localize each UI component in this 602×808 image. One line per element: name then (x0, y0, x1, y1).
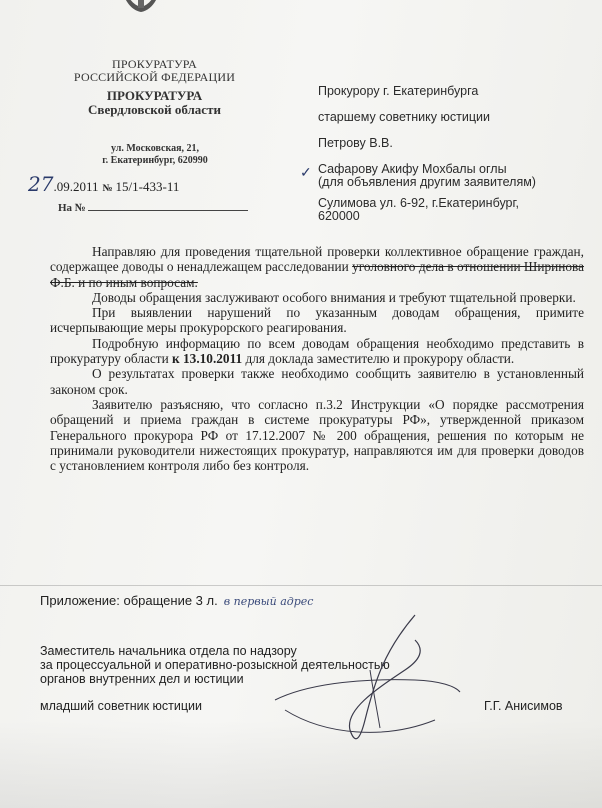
photo-shadow (0, 720, 602, 808)
reference-number (58, 201, 248, 214)
signer-line2: за процессуальной и оперативно-розыскной деятельностью (40, 658, 390, 672)
paragraph-4 (50, 336, 584, 367)
signer-line1: Заместитель начальника отдела по надзору (40, 644, 297, 658)
address-line2: г. Екатеринбург, 620990 (102, 155, 208, 166)
paragraph-1 (50, 244, 584, 290)
org-line2: РОССИЙСКОЙ ФЕДЕРАЦИИ (73, 70, 236, 84)
fold-line (0, 585, 602, 586)
paragraph-6: Заявителю разъясняю, что согласно п.3.2 Инструкции «О порядке рассмотрения обращений и приема граждан в системе прокуратуры РФ», утвержденной приказом Генерального прокурора РФ от 17.12.2007 № 200 обращения, решения по которым не принимали руководители нижестоящих прокуратур, направляются им для проверки доводов с установлением контроля либо без контроля. (50, 396, 584, 474)
dept-name (62, 89, 247, 117)
handwritten-day: 27 (28, 172, 54, 196)
outgoing-date-number (28, 172, 179, 196)
deadline-date: к 13.10.2011 (172, 351, 243, 367)
date-rest: .09.2011 (53, 179, 99, 194)
recipient-line7: 620000 (318, 209, 360, 223)
recipient-line3: Петрову В.В. (318, 136, 393, 150)
recipient-line1: Прокурору г. Екатеринбурга (318, 84, 479, 98)
recipient-line5: (для объявления другим заявителям) (318, 175, 536, 189)
dept-line2: Свердловской области (88, 102, 221, 117)
coat-of-arms-emblem (118, 0, 164, 14)
attachment-note (40, 593, 313, 608)
struck-text: уголовного дела в отношении Ширинова Ф.Б. и по иным вопросам. (50, 259, 584, 290)
check-mark-icon: ✓ (300, 166, 312, 181)
recipient-line6: Сулимова ул. 6-92, г.Екатеринбург, (318, 196, 520, 210)
attachment-label: Приложение: обращение 3 л. (40, 593, 218, 608)
org-name (62, 58, 247, 84)
na-label: На № (58, 202, 86, 214)
org-line1: ПРОКУРАТУРА (112, 57, 197, 71)
recipient-line2: старшему советнику юстиции (318, 110, 490, 124)
signer-rank: младший советник юстиции (40, 699, 202, 713)
paragraph-2: Доводы обращения заслуживают особого внимания и требуют тщательной проверки. (92, 289, 576, 305)
number-mark: № (102, 183, 113, 194)
address-line1: ул. Московская, 21, (111, 143, 199, 154)
paragraph-4-text-a: Подробную информацию по всем доводам обращения необходимо представить в прокуратуру области (50, 335, 584, 367)
dept-line1: ПРОКУРАТУРА (106, 88, 203, 103)
paragraph-5: О результатах проверки также необходимо сообщить заявителю в установленный законом срок. (50, 366, 584, 397)
paragraph-1-text: Направляю для проведения тщательной проверки коллективное обращение граждан, содержащее доводы о ненадлежащем расследовании (50, 244, 584, 275)
outgoing-number: 15/1-433-11 (115, 179, 180, 194)
signer-name: Г.Г. Анисимов (484, 699, 563, 713)
reference-blank-line (88, 201, 248, 211)
letter-body (50, 244, 584, 473)
org-address (80, 143, 230, 167)
paragraph-3: При выявлении нарушений по указанным доводам обращения, примите исчерпывающие меры прокурорского реагирования. (50, 305, 584, 336)
signer-line3: органов внутренних дел и юстиции (40, 672, 244, 686)
handwritten-note: в первый адрес (223, 595, 314, 608)
recipient-line4: Сафарову Акифу Мохбалы оглы (318, 162, 507, 176)
paragraph-4-text-b: для доклада заместителю и прокурору области. (242, 351, 515, 367)
